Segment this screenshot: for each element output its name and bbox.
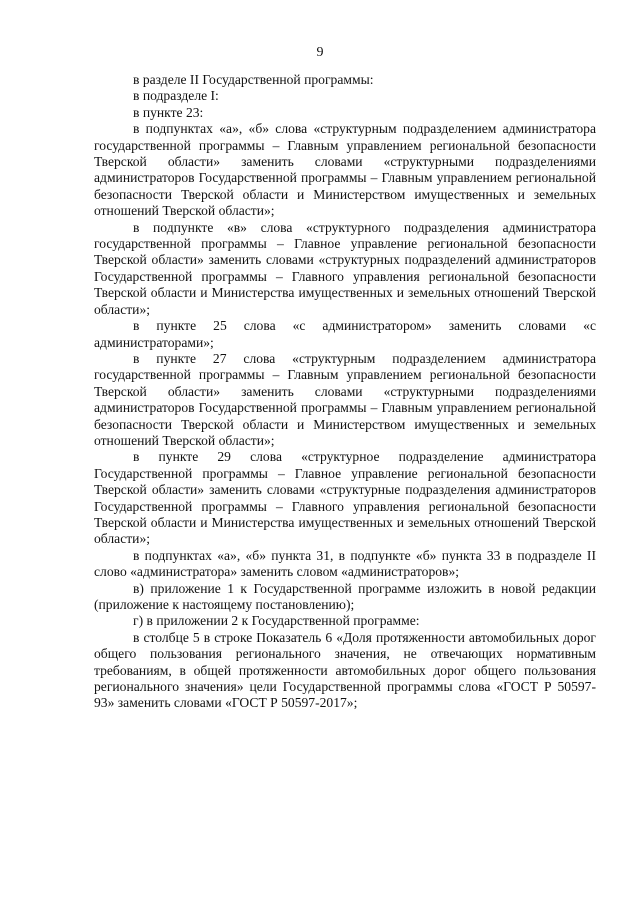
document-body [94, 72, 596, 712]
page-number: 9 [316, 45, 324, 60]
paragraph-item-23: в пункте 23: [133, 104, 204, 120]
paragraph-items-31-33: в подпунктах «а», «б» пункта 31, в подпункте «б» пункта 33 в подразделе II слово «администратора» заменить словом «администраторов»; [94, 547, 596, 580]
paragraph-subitem-v: в подпункте «в» слова «структурного подразделения администратора государственной программы – Главное управление региональной безопасности Тверской области» заменить словами «структурных подразделений администраторов Государственной программы – Главного управления региональной безопасности Тверской области и Министерства имущественных и земельных отношений Тверской области»; [94, 219, 596, 317]
paragraph-subsection-i: в подразделе I: [133, 88, 219, 104]
paragraph-item-27: в пункте 27 слова «структурным подразделением администратора государственной программы – Главным управлением региональной безопасности Тверской области» заменить словами «структурными подразделениями администраторов Государственной программы – Главным управлением региональной безопасности Тверской области и Министерством имущественных и земельных отношений Тверской области»; [94, 350, 596, 448]
paragraph-appendix-1: в) приложение 1 к Государственной программе изложить в новой редакции (приложение к настоящему постановлению); [94, 580, 596, 612]
paragraph-item-29: в пункте 29 слова «структурное подразделение администратора Государственной программы – Главное управление региональной безопасности Тверской области» заменить словами «структурные подразделения администраторов Государственной программы – Главного управления региональной безопасности Тверской области и Министерства имущественных и земельных отношений Тверской области»; [94, 449, 596, 547]
paragraph-section-ii: в разделе II Государственной программы: [133, 72, 374, 87]
paragraph-subitems-a-b: в подпунктах «а», «б» слова «структурным подразделением администратора государственной программы – Главным управлением региональной безопасности Тверской области» заменить словами «структурными подразделениями администраторов Государственной программы – Главным управлением региональной безопасности Тверской области и Министерством имущественных и земельных отношений Тверской области»; [94, 121, 596, 219]
paragraph-item-25: в пункте 25 слова «с администратором» заменить словами «с администраторами»; [94, 318, 596, 350]
paragraph-column-5: в столбце 5 в строке Показатель 6 «Доля протяженности автомобильных дорог общего пользования регионального значения, не отвечающих нормативным требованиям, в общей протяженности автомобильных дорог общего пользования регионального значения» цели Государственной программы слова «ГОСТ Р 50597-93» заменить словами «ГОСТ Р 50597-2017»; [94, 629, 596, 711]
paragraph-appendix-2: г) в приложении 2 к Государственной программе: [133, 613, 420, 629]
